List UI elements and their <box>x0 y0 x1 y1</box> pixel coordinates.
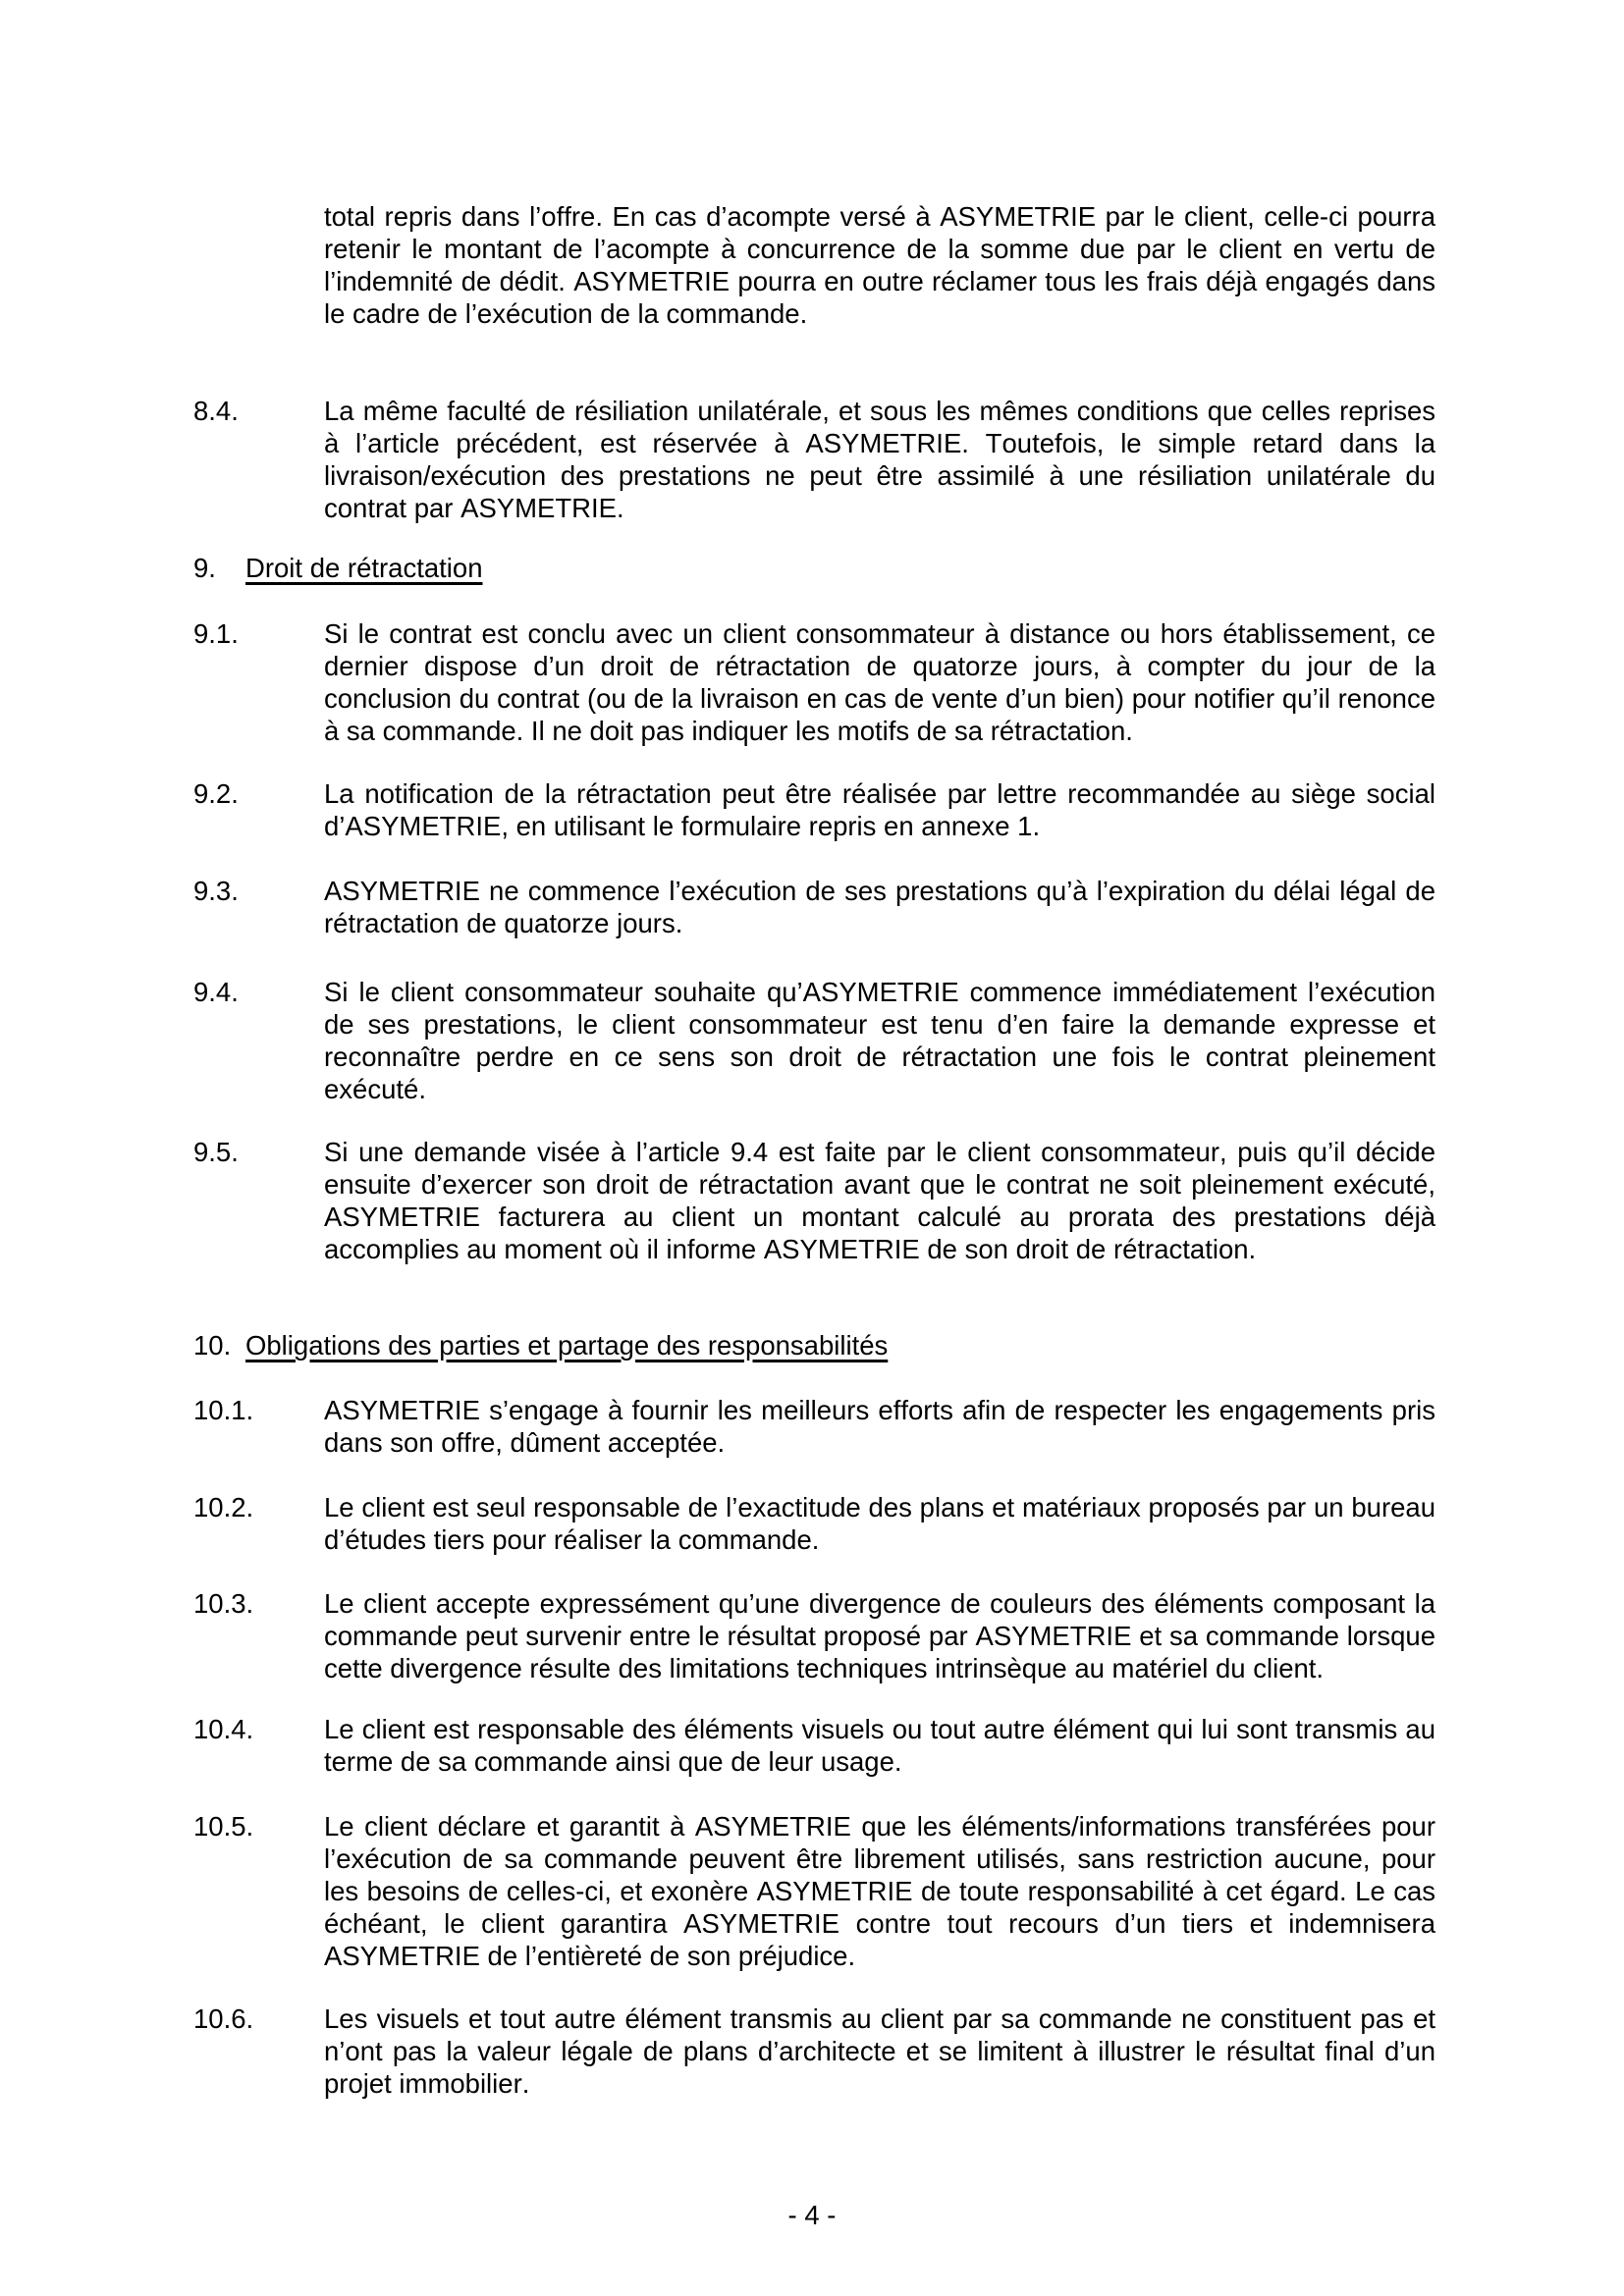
clause-number: 10.5. <box>193 1811 254 1842</box>
clause-text: Si une demande visée à l’article 9.4 est faite par le client consommateur, puis qu’il décide ensuite d’exercer son droit de rétractation avant que le contrat ne soit pleinement exécuté, ASYMETRIE facturera au client un montant calculé au prorata des prestations déjà accomplies au moment où il informe ASYMETRIE de son droit de rétractation. <box>324 1137 1435 1264</box>
clause-number: 9.5. <box>193 1137 239 1167</box>
clause-text: Les visuels et tout autre élément transmis au client par sa commande ne constituent pas et n’ont pas la valeur légale de plans d’architecte et se limitent à illustrer le résultat final d’un projet immobilier. <box>324 2003 1435 2099</box>
clause-text: Le client accepte expressément qu’une divergence de couleurs des éléments composant la commande peut survenir entre le résultat proposé par ASYMETRIE et sa commande lorsque cette divergence résulte des limitations techniques intrinsèque au matériel du client. <box>324 1588 1435 1683</box>
clause-text: Si le contrat est conclu avec un client consommateur à distance ou hors établissement, ce dernier dispose d’un droit de rétractation de quatorze jours, à compter du jour de la conclusion du contrat (ou de la livraison en cas de vente d’un bien) pour notifier qu’il renonce à sa commande. Il ne doit pas indiquer les motifs de sa rétractation. <box>324 618 1435 746</box>
clause-number: 9.1. <box>193 618 239 649</box>
section-title: Droit de rétractation <box>245 553 483 583</box>
page-number: - 4 - <box>787 2200 837 2230</box>
clause-text: Le client déclare et garantit à ASYMETRIE que les éléments/informations transférées pour l’exécution de sa commande peuvent être librement utilisés, sans restriction aucune, pour les besoins de celles-ci, et exonère ASYMETRIE de toute responsabilité à cet égard. Le cas échéant, le client garantira ASYMETRIE contre tout recours d’un tiers et indemnisera ASYMETRIE de l’entièreté de son préjudice. <box>324 1811 1435 1971</box>
clause-number: 10.3. <box>193 1588 254 1619</box>
clause-text: ASYMETRIE ne commence l’exécution de ses prestations qu’à l’expiration du délai légal de rétractation de quatorze jours. <box>324 876 1435 938</box>
clause-9-5 <box>193 1136 1436 1265</box>
clause-text: La notification de la rétractation peut être réalisée par lettre recommandée au siège social d’ASYMETRIE, en utilisant le formulaire repris en annexe 1. <box>324 778 1435 841</box>
clause-number: 8.4. <box>193 396 239 426</box>
clause-10-1 <box>193 1394 1436 1459</box>
clause-number: 9.4. <box>193 977 239 1007</box>
section-heading-9 <box>193 552 1436 584</box>
clause-10-5 <box>193 1810 1436 1972</box>
clause-number: 10.4. <box>193 1714 254 1744</box>
section-number: 9. <box>193 553 216 583</box>
clause-10-6 <box>193 2002 1436 2100</box>
clause-10-4 <box>193 1713 1436 1778</box>
clause-text: Si le client consommateur souhaite qu’ASYMETRIE commence immédiatement l’exécution de ses prestations, le client consommateur est tenu d’en faire la demande expresse et reconnaître perdre en ce sens son droit de rétractation une fois le contrat pleinement exécuté. <box>324 977 1435 1104</box>
clause-number: 9.3. <box>193 876 239 906</box>
clause-9-3 <box>193 875 1436 939</box>
clause-10-3 <box>193 1587 1436 1684</box>
clause-number: 9.2. <box>193 778 239 809</box>
clause-text: ASYMETRIE s’engage à fournir les meilleurs efforts afin de respecter les engagements pris dans son offre, dûment acceptée. <box>324 1395 1435 1458</box>
section-heading-10 <box>193 1329 1436 1362</box>
clause-text: Le client est seul responsable de l’exactitude des plans et matériaux proposés par un bureau d’études tiers pour réaliser la commande. <box>324 1492 1435 1555</box>
section-title: Obligations des parties et partage des responsabilités <box>245 1330 889 1361</box>
clause-text: total repris dans l’offre. En cas d’acompte versé à ASYMETRIE par le client, celle-ci pourra retenir le montant de l’acompte à concurrence de la somme due par le client en vertu de l’indemnité de dédit. ASYMETRIE pourra en outre réclamer tous les frais déjà engagés dans le cadre de l’exécution de la commande. <box>324 201 1435 329</box>
clause-number: 10.6. <box>193 2003 254 2034</box>
section-number: 10. <box>193 1330 232 1361</box>
terms-content <box>193 200 1436 2100</box>
clause-9-4 <box>193 976 1436 1105</box>
clause-text: Le client est responsable des éléments visuels ou tout autre élément qui lui sont transmis au terme de sa commande ainsi que de leur usage. <box>324 1714 1435 1777</box>
clause-10-2 <box>193 1491 1436 1556</box>
clause-text: La même faculté de résiliation unilatérale, et sous les mêmes conditions que celles reprises à l’article précédent, est réservée à ASYMETRIE. Toutefois, le simple retard dans la livraison/exécution des prestations ne peut être assimilé à une résiliation unilatérale du contrat par ASYMETRIE. <box>324 396 1435 523</box>
clause-9-1 <box>193 617 1436 747</box>
clause-8-4 <box>193 395 1436 524</box>
clause-intro <box>193 200 1436 330</box>
clause-number: 10.2. <box>193 1492 254 1522</box>
clause-number: 10.1. <box>193 1395 254 1425</box>
clause-9-2 <box>193 777 1436 842</box>
